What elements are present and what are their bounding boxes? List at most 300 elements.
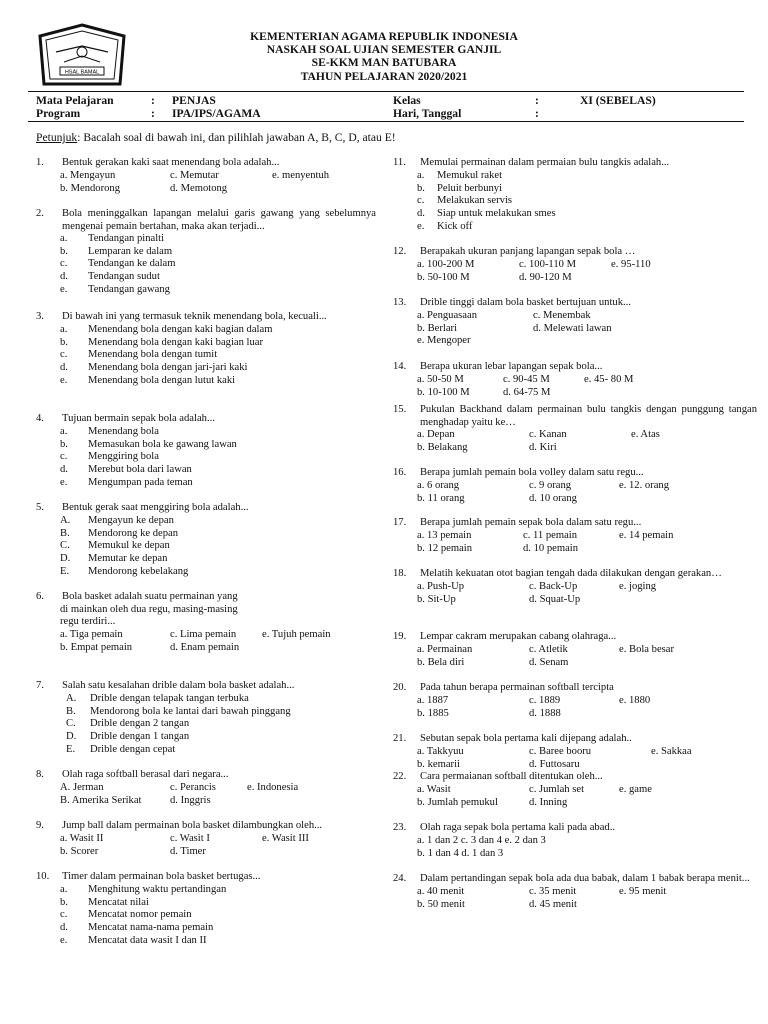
option-row <box>62 846 392 859</box>
question-stem <box>420 361 750 374</box>
question-stem-line: Sebutan sepak bola pertama kali dijepang adalah.. <box>420 733 632 744</box>
answer-option[interactable]: Tendangan pinalti <box>88 233 165 244</box>
answer-option[interactable]: d. Melewati lawan <box>533 322 612 334</box>
answer-option[interactable]: c. Baree booru <box>529 746 592 757</box>
answer-option[interactable]: a. Takkyuu <box>417 746 464 757</box>
answer-option[interactable]: a. Permainan <box>417 644 473 655</box>
option-row <box>417 480 750 493</box>
answer-option[interactable]: a. <box>60 884 68 895</box>
answer-option[interactable]: Menendang bola dengan kaki bagian dalam <box>88 324 273 335</box>
question-stem-line: Berapa jumlah pemain sepak bola dalam satu regu... <box>420 517 642 528</box>
answer-option[interactable]: d. 45 menit <box>529 898 577 910</box>
answer-options <box>417 644 750 669</box>
instructions-text: : Bacalah soal di bawah ini, dan pilihlah jawaban A, B, C, D, atau E! <box>77 131 396 144</box>
answer-option[interactable]: d. Inning <box>529 796 568 808</box>
answer-option[interactable]: e. Bola besar <box>619 644 675 655</box>
option-row <box>62 909 392 922</box>
answer-option[interactable]: Lemparan ke dalam <box>88 245 173 257</box>
answer-option[interactable]: e. Tujuh pemain <box>262 629 331 640</box>
option-row <box>62 515 392 528</box>
answer-option[interactable]: Menendang bola dengan jari-jari kaki <box>88 362 248 374</box>
answer-option[interactable]: d. <box>60 362 68 374</box>
header-year: TAHUN PELAJARAN 2020/2021 <box>300 69 468 83</box>
answer-option[interactable]: e. Mengoper <box>417 335 471 347</box>
hari-label: Hari, Tanggal <box>393 107 462 120</box>
answer-options <box>62 170 392 195</box>
answer-option[interactable]: d. 10 pemain <box>523 542 579 554</box>
answer-option[interactable]: e. Sakkaa <box>651 746 692 757</box>
answer-option[interactable]: Mendorong ke depan <box>88 527 179 539</box>
question-stem <box>62 311 376 324</box>
answer-option[interactable]: Mencatat nomor pemain <box>88 909 192 921</box>
option-row <box>62 375 392 388</box>
question-number: 6. <box>36 591 44 602</box>
answer-option[interactable]: Menghitung waktu pertandingan <box>88 884 227 895</box>
option-row <box>417 208 750 221</box>
answer-option[interactable]: Menendang bola dengan tumit <box>88 349 218 361</box>
answer-option[interactable]: a. <box>60 324 68 335</box>
header-ministry: KEMENTERIAN AGAMA REPUBLIK INDONESIA <box>250 30 518 43</box>
answer-options <box>417 429 750 454</box>
answer-options <box>417 480 750 505</box>
answer-option[interactable]: D. <box>66 731 77 743</box>
answer-option[interactable]: d. 64-75 M <box>503 386 551 398</box>
question-stem-line: Berapa ukuran lebar lapangan sepak bola... <box>420 361 603 372</box>
answer-option[interactable]: Menendang bola <box>88 426 159 437</box>
answer-option[interactable]: c. 1889 <box>529 695 561 706</box>
option-row <box>417 898 750 912</box>
answer-option[interactable]: A. Jerman <box>60 782 104 793</box>
school-logo <box>36 22 128 90</box>
answer-option[interactable]: c. Perancis <box>170 782 216 793</box>
answer-option[interactable]: b. Scorer <box>60 845 99 857</box>
answer-option[interactable]: Mencatat data wasit I dan II <box>88 934 207 946</box>
answer-option[interactable]: a. 6 orang <box>417 480 460 491</box>
answer-option[interactable]: d. Kiri <box>529 441 557 453</box>
answer-options <box>417 374 750 399</box>
answer-option[interactable]: Mendorong bola ke lantai dari bawah pinggang <box>90 705 291 717</box>
answer-option[interactable]: a. Penguasaan <box>417 310 478 321</box>
question-number: 23. <box>393 822 407 833</box>
answer-option[interactable]: Drible dengan 1 tangan <box>90 731 190 743</box>
answer-option[interactable]: B. <box>66 705 76 717</box>
question-stem <box>62 680 362 693</box>
option-row <box>62 553 392 566</box>
answer-option[interactable]: b. Berlari <box>417 322 458 334</box>
answer-option[interactable]: Memutar ke depan <box>88 553 168 565</box>
question-stem-line: Bentuk gerak saat menggiring bola adalah... <box>62 502 249 513</box>
colon: : <box>535 107 539 120</box>
answer-option[interactable]: b. 1885 <box>417 707 449 719</box>
question-number: 22. <box>393 771 407 782</box>
question-stem-line: Jump ball dalam permainan bola basket dilambungkan oleh... <box>62 820 323 831</box>
answer-option[interactable]: c. Back-Up <box>529 581 578 592</box>
answer-option[interactable]: b. <box>60 896 68 908</box>
answer-option[interactable]: B. Amerika Serikat <box>60 794 142 806</box>
info-left-colons <box>151 94 155 120</box>
question-stem-line: Timer dalam permainan bola basket bertugas... <box>62 871 261 882</box>
answer-option[interactable]: a. <box>60 233 68 244</box>
answer-option[interactable]: d. Futtosaru <box>529 758 580 770</box>
answer-option[interactable]: e. 14 pemain <box>619 530 674 541</box>
answer-option[interactable]: a. 1887 <box>417 695 449 706</box>
colon: : <box>535 94 539 107</box>
info-right <box>393 94 461 120</box>
answer-option[interactable]: D. <box>60 553 71 565</box>
answer-option[interactable]: d. <box>60 922 68 934</box>
answer-option[interactable]: b. 50-100 M <box>417 271 470 283</box>
answer-option[interactable]: b. Mendorong <box>60 182 121 194</box>
option-row <box>62 782 392 795</box>
answer-option[interactable]: c. Wasit I <box>170 833 210 844</box>
answer-options <box>62 426 392 489</box>
answer-option[interactable]: a. 50-50 M <box>417 374 464 385</box>
option-row <box>417 530 750 543</box>
option-row <box>417 271 750 285</box>
option-row <box>62 922 392 935</box>
mapel-value: PENJAS <box>172 94 216 107</box>
option-row <box>62 324 392 337</box>
option-row <box>62 718 392 731</box>
answer-option[interactable]: e. <box>60 476 68 488</box>
option-row <box>417 796 750 810</box>
answer-option[interactable]: Memasukan bola ke gawang lawan <box>88 438 237 450</box>
question-stem-line: Bentuk gerakan kaki saat menendang bola adalah... <box>62 157 280 168</box>
answer-option[interactable]: b. Jumlah pemukul <box>417 796 498 808</box>
answer-option[interactable]: e. 95-110 <box>611 259 651 270</box>
option-row <box>417 835 750 848</box>
answer-options <box>417 581 750 606</box>
answer-option[interactable]: d. 1888 <box>529 707 561 719</box>
answer-option[interactable]: e. 12. orang <box>619 480 670 491</box>
answer-option[interactable]: b. <box>60 336 68 348</box>
option-row <box>417 886 750 899</box>
answer-option[interactable]: b. <box>417 182 425 194</box>
answer-option[interactable]: c. <box>60 349 68 361</box>
answer-option[interactable]: Drible dengan cepat <box>90 743 176 755</box>
answer-option[interactable]: Melakukan servis <box>437 195 513 207</box>
answer-option[interactable]: d. 10 orang <box>529 492 577 504</box>
option-row <box>62 284 392 297</box>
answer-option[interactable]: A. <box>60 515 71 526</box>
question-number: 4. <box>36 413 44 424</box>
question-stem-line: Pada tahun berapa permainan softball tercipta <box>420 682 614 693</box>
question-stem-line: Salah satu kesalahan drible dalam bola basket adalah... <box>62 680 295 691</box>
answer-option[interactable]: Mendorong kebelakang <box>88 565 189 577</box>
question-stem <box>420 733 750 746</box>
answer-option[interactable]: e. Atas <box>631 429 660 440</box>
answer-option[interactable]: d. <box>60 271 68 283</box>
answer-option[interactable]: a. 100-200 M <box>417 259 475 270</box>
question-stem-line: Olah raga sepak bola pertama kali pada abad.. <box>420 822 616 833</box>
option-row <box>417 374 750 387</box>
answer-option[interactable]: Menendang bola dengan kaki bagian luar <box>88 336 264 348</box>
option-row <box>417 429 750 442</box>
answer-option[interactable]: Mencatat nama-nama pemain <box>88 922 214 934</box>
answer-options <box>62 515 392 578</box>
option-row <box>417 310 750 323</box>
answer-option[interactable]: a. <box>417 170 425 181</box>
question-number: 14. <box>393 361 407 372</box>
answer-options <box>62 782 392 807</box>
answer-option[interactable]: c. Menembak <box>533 310 591 321</box>
answer-option[interactable]: c. Memutar <box>170 170 219 181</box>
answer-option[interactable]: c. <box>417 195 425 207</box>
question-stem <box>62 413 362 426</box>
answer-option[interactable]: a. Mengayun <box>60 170 116 181</box>
answer-option[interactable]: b. 50 menit <box>417 898 465 910</box>
answer-option[interactable]: Mencatat nilai <box>88 896 149 908</box>
answer-option[interactable]: Peluit berbunyi <box>437 182 503 194</box>
answer-options <box>417 784 750 809</box>
question-stem-line: Melatih kekuatan otot bagian tengah dada dilakukan dengan gerakan… <box>420 568 722 579</box>
answer-option[interactable]: e. Wasit III <box>262 833 309 844</box>
answer-option[interactable]: e. 45- 80 M <box>584 374 634 385</box>
answer-option[interactable]: a. <box>60 426 68 437</box>
answer-option[interactable]: a. Depan <box>417 429 455 440</box>
question-stem-line: Bola meninggalkan lapangan melalui garis gawang yang sebelumnya mengenai pemain bertahan, maka akan terjadi... <box>62 208 376 232</box>
program-label: Program <box>36 107 81 120</box>
answer-option[interactable]: e. <box>417 220 425 232</box>
option-row <box>417 644 750 657</box>
question-stem-line: Lempar cakram merupakan cabang olahraga... <box>420 631 617 642</box>
answer-options <box>62 629 392 654</box>
answer-option[interactable]: c. Lima pemain <box>170 629 237 640</box>
answer-option[interactable]: a. Tiga pemain <box>60 629 123 640</box>
answer-option[interactable]: d. Memotong <box>170 182 228 194</box>
answer-option[interactable]: b. 12 pemain <box>417 542 473 554</box>
answer-option[interactable]: Kick off <box>437 220 473 232</box>
option-row <box>62 935 392 948</box>
question-stem <box>420 517 750 530</box>
option-row <box>417 335 750 348</box>
answer-option[interactable]: Tendangan gawang <box>88 283 170 295</box>
answer-option[interactable]: Mengayun ke depan <box>88 515 174 526</box>
question-stem <box>420 246 750 259</box>
answer-option[interactable]: b. Empat pemain <box>60 641 133 653</box>
answer-options <box>417 310 750 348</box>
question-number: 15. <box>393 404 407 415</box>
option-row <box>62 426 392 439</box>
answer-option[interactable]: c. <box>60 258 68 270</box>
option-row <box>62 337 392 350</box>
answer-option[interactable]: c. 11 pemain <box>523 530 578 541</box>
answer-option[interactable]: C. <box>66 718 76 730</box>
answer-options <box>417 886 750 911</box>
question-number: 7. <box>36 680 44 691</box>
option-row <box>417 220 750 234</box>
answer-option[interactable]: e. 95 menit <box>619 886 667 897</box>
question-stem-line: Di bawah ini yang termasuk teknik menendang bola, kecuali... <box>62 311 327 322</box>
answer-option[interactable]: c. Atletik <box>529 644 568 655</box>
option-row <box>417 593 750 607</box>
option-row <box>62 477 392 490</box>
answer-option[interactable]: e. <box>60 934 68 946</box>
answer-option[interactable]: a. Wasit II <box>60 833 104 844</box>
answer-option[interactable]: Tendangan sudut <box>88 271 160 283</box>
option-row <box>62 271 392 284</box>
answer-option[interactable]: c. Kanan <box>529 429 567 440</box>
answer-option[interactable]: Memukul ke depan <box>88 540 170 552</box>
question-number: 12. <box>393 246 407 257</box>
answer-option[interactable]: e. game <box>619 784 652 795</box>
answer-option[interactable]: d. Enam pemain <box>170 641 240 653</box>
question-stem-line: Tujuan bermain sepak bola adalah... <box>62 413 215 424</box>
answer-option[interactable]: e. <box>60 283 68 295</box>
answer-option[interactable]: b. 1 dan 4 d. 1 dan 3 <box>417 847 504 859</box>
question-stem-line: regu terdiri... <box>60 616 116 628</box>
answer-option[interactable]: c. <box>60 451 68 463</box>
answer-option[interactable]: Tendangan ke dalam <box>88 258 176 270</box>
question-stem <box>420 631 750 644</box>
answer-option[interactable]: a. Push-Up <box>417 581 465 592</box>
answer-option[interactable]: Mengumpan pada teman <box>88 476 193 488</box>
answer-option[interactable]: c. <box>60 909 68 921</box>
answer-option[interactable]: b. 10-100 M <box>417 386 470 398</box>
option-row <box>417 182 750 196</box>
answer-option[interactable]: e. <box>60 374 68 386</box>
option-row <box>62 795 392 808</box>
answer-option[interactable]: d. Timer <box>170 845 206 857</box>
instructions-label: Petunjuk <box>36 131 78 144</box>
question-stem <box>420 467 750 480</box>
option-row <box>62 731 392 744</box>
answer-option[interactable]: b. 11 orang <box>417 492 465 504</box>
answer-option[interactable]: a. Wasit <box>417 784 451 795</box>
answer-option[interactable]: Drible dengan 2 tangan <box>90 718 190 730</box>
answer-options <box>62 324 392 387</box>
option-row <box>62 246 392 259</box>
option-row <box>62 706 392 719</box>
option-row <box>62 884 392 897</box>
question-number: 18. <box>393 568 407 579</box>
answer-options <box>417 746 750 771</box>
question-stem-line: di mainkan oleh dua regu, masing-masing <box>60 603 238 615</box>
option-row <box>417 322 750 336</box>
answer-option[interactable]: b. Bela diri <box>417 656 465 668</box>
header-rule-bottom <box>28 121 744 122</box>
answer-option[interactable]: b. <box>60 438 68 450</box>
answer-option[interactable]: d. Squat-Up <box>529 593 581 605</box>
answer-option[interactable]: Menggiring bola <box>88 451 159 463</box>
answer-option[interactable]: e. Indonesia <box>247 782 299 793</box>
option-row <box>62 744 392 757</box>
question-stem <box>420 157 750 170</box>
question-stem-line: Berapakah ukuran panjang lapangan sepak bola … <box>420 246 636 257</box>
answer-option[interactable]: c. 9 orang <box>529 480 572 491</box>
info-right-colons <box>535 94 539 120</box>
answer-option[interactable]: b. Sit-Up <box>417 593 456 605</box>
answer-option[interactable]: e. menyentuh <box>272 170 330 181</box>
question-stem <box>62 769 362 782</box>
answer-option[interactable]: A. <box>66 693 77 704</box>
answer-option[interactable]: Siap untuk melakukan smes <box>437 208 556 220</box>
question-stem <box>62 208 376 233</box>
option-row <box>62 528 392 541</box>
answer-option[interactable]: a. 1 dan 2 c. 3 dan 4 e. 2 dan 3 <box>417 835 546 846</box>
logo-text: HSAL BAMAL <box>64 69 100 76</box>
question-stem <box>62 502 362 515</box>
answer-options <box>62 233 392 296</box>
info-left <box>36 94 114 120</box>
answer-option[interactable]: d. 90-120 M <box>519 271 572 283</box>
answer-option[interactable]: e. 1880 <box>619 695 651 706</box>
answer-options <box>417 695 750 720</box>
answer-option[interactable]: B. <box>60 527 70 539</box>
answer-option[interactable]: b. Belakang <box>417 441 468 453</box>
answer-option[interactable]: d. <box>417 208 425 220</box>
kelas-label: Kelas <box>393 94 421 107</box>
answer-option[interactable]: Memukul raket <box>437 170 503 181</box>
option-row <box>417 259 750 272</box>
question-stem <box>420 568 757 581</box>
option-row <box>417 492 750 506</box>
answer-option[interactable]: e. joging <box>619 581 657 592</box>
answer-options <box>417 170 750 233</box>
option-row <box>417 746 750 759</box>
option-row <box>417 758 750 772</box>
answer-option[interactable]: a. 13 pemain <box>417 530 472 541</box>
answer-option[interactable]: b. kemarii <box>417 758 460 770</box>
answer-options <box>417 259 750 284</box>
question-stem <box>62 820 382 833</box>
answer-options <box>62 833 392 858</box>
answer-option[interactable]: c. 100-110 M <box>519 259 576 270</box>
answer-option[interactable]: a. 40 menit <box>417 886 465 897</box>
question-stem <box>62 591 362 629</box>
answer-option[interactable]: Menendang bola dengan lutut kaki <box>88 374 236 386</box>
answer-option[interactable]: Merebut bola dari lawan <box>88 464 192 476</box>
answer-option[interactable]: b. <box>60 245 68 257</box>
question-stem-line: Dalam pertandingan sepak bola ada dua babak, dalam 1 babak berapa menit... <box>420 873 750 884</box>
question-number: 11. <box>393 157 406 168</box>
question-stem-line: Pukulan Backhand dalam permainan bulu tangkis dengan punggung tangan menghadap yaitu ke… <box>420 404 757 428</box>
kelas-value: XI (SEBELAS) <box>580 94 656 107</box>
header-exam-title: NASKAH SOAL UJIAN SEMESTER GANJIL <box>266 43 502 57</box>
question-stem <box>420 771 750 784</box>
answer-option[interactable]: E. <box>66 743 76 755</box>
answer-option[interactable]: Drible dengan telapak tangan terbuka <box>90 693 249 704</box>
question-number: 20. <box>393 682 407 693</box>
option-row <box>417 581 750 594</box>
answer-option[interactable]: c. Jumlah set <box>529 784 585 795</box>
answer-option[interactable]: d. Senam <box>529 656 569 668</box>
option-row <box>62 629 392 642</box>
question-number: 21. <box>393 733 407 744</box>
question-stem-line: Berapa jumlah pemain bola volley dalam satu regu... <box>420 467 644 478</box>
colon: : <box>151 107 155 120</box>
question-number: 8. <box>36 769 44 780</box>
question-number: 16. <box>393 467 407 478</box>
answer-options <box>62 693 392 756</box>
answer-option[interactable]: d. Inggris <box>170 794 211 806</box>
answer-option[interactable]: c. 35 menit <box>529 886 577 897</box>
option-row <box>62 258 392 271</box>
option-row <box>417 784 750 797</box>
answer-option[interactable]: C. <box>60 540 70 552</box>
option-row <box>417 695 750 708</box>
question-stem <box>420 297 750 310</box>
answer-option[interactable]: E. <box>60 565 70 577</box>
option-row <box>62 439 392 452</box>
question-number: 10. <box>36 871 50 882</box>
option-row <box>62 642 392 655</box>
answer-option[interactable]: d. <box>60 464 68 476</box>
answer-option[interactable]: c. 90-45 M <box>503 374 550 385</box>
question-number: 1. <box>36 157 44 168</box>
question-number: 5. <box>36 502 44 513</box>
option-row <box>62 170 392 183</box>
